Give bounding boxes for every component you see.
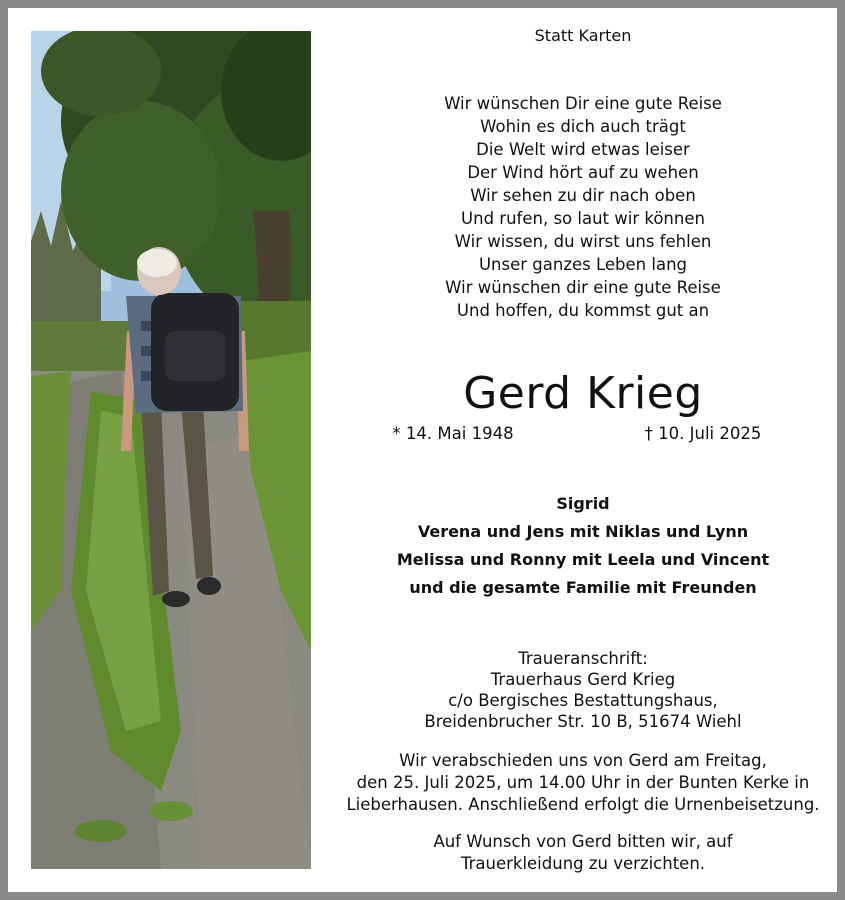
mourner-line: Melissa und Ronny mit Leela und Vincent: [396, 550, 770, 569]
poem-line: Wir wünschen Dir eine gute Reise: [444, 94, 722, 113]
address-line: Trauerhaus Gerd Krieg: [490, 670, 676, 689]
mourner-line: Verena und Jens mit Niklas und Lynn: [417, 522, 749, 541]
hiker-on-path-image: [31, 31, 311, 869]
poem-line: Und rufen, so laut wir können: [461, 209, 705, 228]
request-line: Auf Wunsch von Gerd bitten wir, auf: [433, 832, 733, 851]
birth-date: * 14. Mai 1948: [392, 424, 514, 443]
poem-line: Wir sehen zu dir nach oben: [470, 186, 696, 205]
poem-line: Und hoffen, du kommst gut an: [456, 301, 710, 320]
request-line: Trauerkleidung zu verzichten.: [460, 854, 706, 873]
mourner-line: Sigrid: [556, 494, 610, 513]
poem-line: Der Wind hört auf zu wehen: [467, 163, 699, 182]
mourner-line: und die gesamte Familie mit Freunden: [409, 578, 757, 597]
obituary-card: [8, 8, 837, 892]
farewell-line: Wir verabschieden uns von Gerd am Freitag,: [399, 751, 767, 770]
poem-line: Wir wünschen dir eine gute Reise: [445, 278, 721, 297]
address-line: c/o Bergisches Bestattungshaus,: [448, 691, 718, 710]
farewell-line: den 25. Juli 2025, um 14.00 Uhr in der Bunten Kerke in: [356, 773, 810, 792]
farewell-line: Lieberhausen. Anschließend erfolgt die Urnenbeisetzung.: [346, 795, 820, 814]
deceased-name: Gerd Krieg: [463, 368, 703, 419]
poem-line: Wohin es dich auch trägt: [480, 117, 686, 136]
poem-line: Die Welt wird etwas leiser: [476, 140, 690, 159]
header-text: Statt Karten: [534, 26, 632, 45]
poem-line: Wir wissen, du wirst uns fehlen: [454, 232, 712, 251]
address-line: Traueranschrift:: [518, 649, 648, 668]
hiker-photo: [31, 31, 311, 869]
text-column: [333, 8, 833, 892]
death-date: † 10. Juli 2025: [644, 424, 762, 443]
address-line: Breidenbrucher Str. 10 B, 51674 Wiehl: [424, 712, 742, 731]
poem-line: Unser ganzes Leben lang: [478, 255, 687, 274]
